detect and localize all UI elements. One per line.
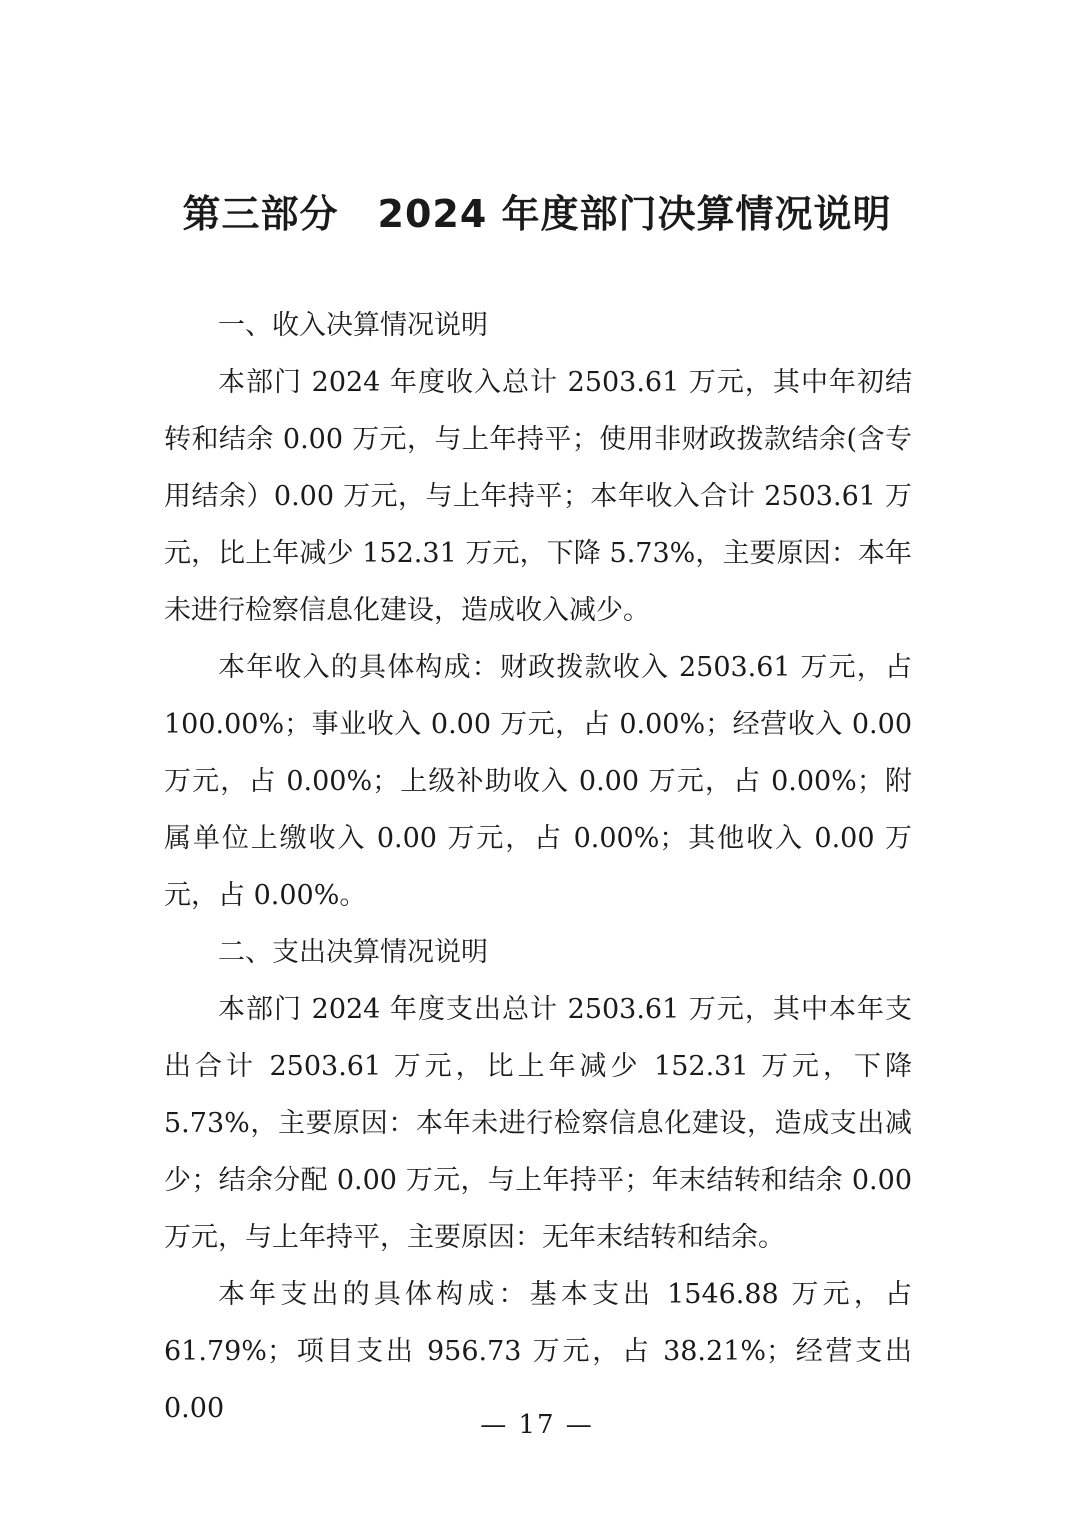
paragraph-income-total: 本部门 2024 年度收入总计 2503.61 万元，其中年初结转和结余 0.00 万元，与上年持平；使用非财政拨款结余(含专用结余）0.00 万元，与上年持平；本年收入合计 2503.61 万元，比上年减少 152.31 万元，下降 5.73%，主要原因：本年未进行检察信息化建设，造成收入减少。	[164, 367, 912, 626]
section-heading-expenditure: 二、支出决算情况说明	[218, 937, 488, 968]
section-heading-income: 一、收入决算情况说明	[218, 310, 488, 341]
paragraph-expenditure-total: 本部门 2024 年度支出总计 2503.61 万元，其中本年支出合计 2503.61 万元，比上年减少 152.31 万元，下降 5.73%，主要原因：本年未进行检察信息化建设，造成支出减少；结余分配 0.00 万元，与上年持平；年末结转和结余 0.00 万元，与上年持平，主要原因：无年末结转和结余。	[164, 994, 912, 1253]
page-title: 第三部分 2024 年度部门决算情况说明	[182, 192, 892, 236]
body-text	[164, 297, 912, 1437]
paragraph-expenditure-composition: 本年支出的具体构成：基本支出 1546.88 万元，占 61.79%；项目支出 956.73 万元，占 38.21%；经营支出 0.00	[164, 1279, 912, 1424]
paragraph-income-composition: 本年收入的具体构成：财政拨款收入 2503.61 万元，占 100.00%；事业收入 0.00 万元，占 0.00%；经营收入 0.00 万元，占 0.00%；上级补助收入 0.00 万元，占 0.00%；附属单位上缴收入 0.00 万元，占 0.00%；其他收入 0.00 万元，占 0.00%。	[164, 652, 912, 911]
page-number: — 17 —	[480, 1410, 594, 1440]
